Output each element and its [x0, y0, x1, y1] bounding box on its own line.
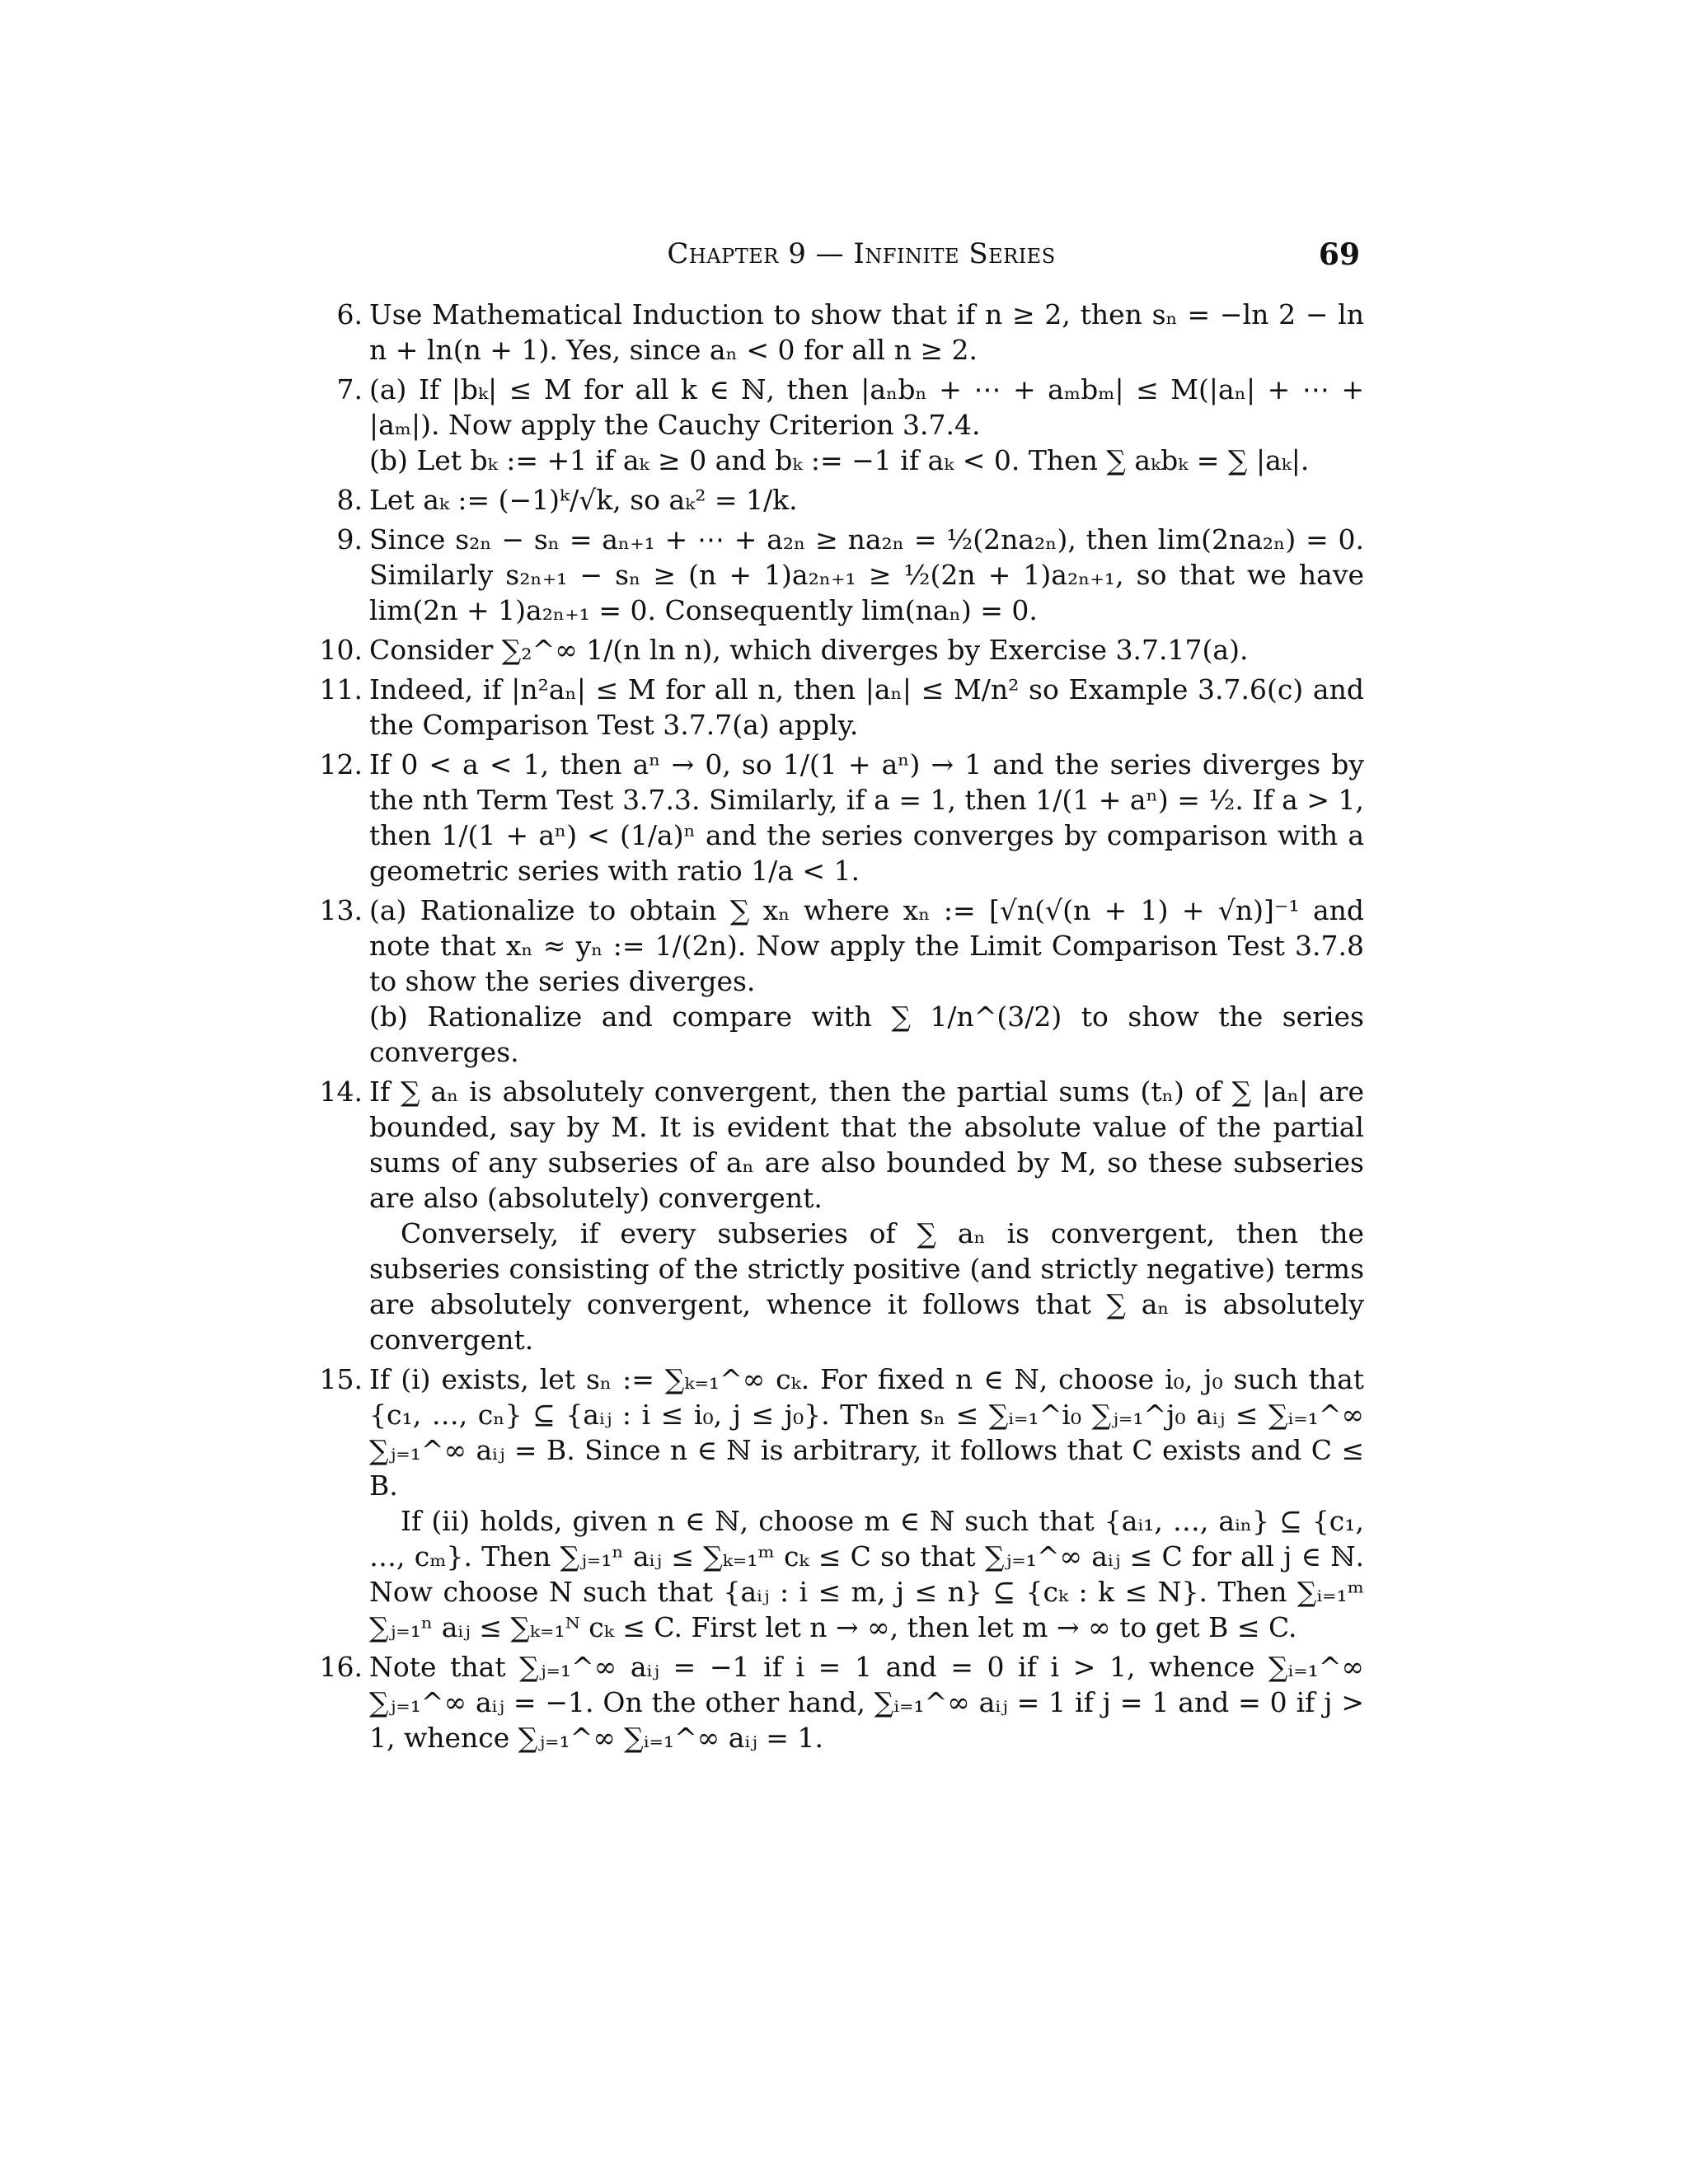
exercise-item-14: [313, 1074, 1364, 1357]
item-paragraph: Consider ∑₂^∞ 1/(n ln n), which diverges by Exercise 3.7.17(a).: [369, 634, 1249, 666]
exercise-item-6: [313, 297, 1364, 368]
running-head: [363, 237, 1360, 274]
exercise-hints-list: [313, 297, 1364, 1760]
item-number: 8.: [336, 484, 363, 516]
item-paragraph: (a) If |bₖ| ≤ M for all k ∈ ℕ, then |aₙbₙ + ⋯ + aₘbₘ| ≤ M(|aₙ| + ⋯ + |aₘ|). Now apply the Cauchy Criterion 3.7.4.: [369, 373, 1364, 441]
exercise-item-7: [313, 372, 1364, 478]
item-number: 6.: [336, 298, 363, 330]
exercise-item-9: [313, 522, 1364, 628]
item-number: 9.: [336, 523, 363, 555]
item-number: 10.: [319, 634, 363, 666]
item-number: 15.: [319, 1363, 363, 1395]
exercise-item-13: [313, 893, 1364, 1070]
item-paragraph: (a) Rationalize to obtain ∑ xₙ where xₙ := [√n(√(n + 1) + √n)]⁻¹ and note that xₙ ≈ yₙ := 1/(2n). Now apply the Limit Comparison Test 3.7.8 to show the series diverges.: [369, 894, 1364, 997]
exercise-item-12: [313, 747, 1364, 888]
item-number: 7.: [336, 373, 363, 405]
item-number: 16.: [319, 1651, 363, 1683]
item-paragraph: (b) Rationalize and compare with ∑ 1/n^(3/2) to show the series converges.: [369, 1001, 1364, 1068]
exercise-item-8: [313, 482, 1364, 518]
item-number: 13.: [319, 894, 363, 926]
exercise-item-15: [313, 1361, 1364, 1645]
exercise-item-10: [313, 632, 1364, 668]
item-paragraph: If 0 < a < 1, then aⁿ → 0, so 1/(1 + aⁿ) → 1 and the series diverges by the nth Term Test 3.7.3. Similarly, if a = 1, then 1/(1 + aⁿ) = ½. If a > 1, then 1/(1 + aⁿ) < (1/a)ⁿ and the series converges by comparison with a geometric series with ratio 1/a < 1.: [369, 748, 1364, 887]
item-paragraph: If ∑ aₙ is absolutely convergent, then the partial sums (tₙ) of ∑ |aₙ| are bounded, say by M. It is evident that the absolute value of the partial sums of any subseries of aₙ are also bounded by M, so these subseries are also (absolutely) convergent.: [369, 1076, 1364, 1214]
item-paragraph: Note that ∑ⱼ₌₁^∞ aᵢⱼ = −1 if i = 1 and = 0 if i > 1, whence ∑ᵢ₌₁^∞ ∑ⱼ₌₁^∞ aᵢⱼ = −1. On the other hand, ∑ᵢ₌₁^∞ aᵢⱼ = 1 if j = 1 and = 0 if j > 1, whence ∑ⱼ₌₁^∞ ∑ᵢ₌₁^∞ aᵢⱼ = 1.: [369, 1651, 1364, 1754]
item-paragraph: Let aₖ := (−1)ᵏ/√k, so aₖ² = 1/k.: [369, 484, 798, 516]
page-number: 69: [1318, 237, 1360, 272]
exercise-item-11: [313, 672, 1364, 743]
item-paragraph: Since s₂ₙ − sₙ = aₙ₊₁ + ⋯ + a₂ₙ ≥ na₂ₙ = ½(2na₂ₙ), then lim(2na₂ₙ) = 0. Similarly s₂ₙ₊₁ − sₙ ≥ (n + 1)a₂ₙ₊₁ ≥ ½(2n + 1)a₂ₙ₊₁, so that we have lim(2n + 1)a₂ₙ₊₁ = 0. Consequently lim(naₙ) = 0.: [369, 523, 1364, 626]
item-paragraph: Conversely, if every subseries of ∑ aₙ is convergent, then the subseries consisting of the strictly positive (and strictly negative) terms are absolutely convergent, whence it follows that ∑ aₙ is absolutely convergent.: [369, 1217, 1364, 1356]
item-number: 14.: [319, 1076, 363, 1108]
item-paragraph: If (i) exists, let sₙ := ∑ₖ₌₁^∞ cₖ. For fixed n ∈ ℕ, choose i₀, j₀ such that {c₁, …, cₙ} ⊆ {aᵢⱼ : i ≤ i₀, j ≤ j₀}. Then sₙ ≤ ∑ᵢ₌₁^i₀ ∑ⱼ₌₁^j₀ aᵢⱼ ≤ ∑ᵢ₌₁^∞ ∑ⱼ₌₁^∞ aᵢⱼ = B. Since n ∈ ℕ is arbitrary, it follows that C exists and C ≤ B.: [369, 1363, 1364, 1502]
item-paragraph: If (ii) holds, given n ∈ ℕ, choose m ∈ ℕ such that {aᵢ₁, …, aᵢₙ} ⊆ {c₁, …, cₘ}. Then ∑ⱼ₌₁ⁿ aᵢⱼ ≤ ∑ₖ₌₁ᵐ cₖ ≤ C so that ∑ⱼ₌₁^∞ aᵢⱼ ≤ C for all j ∈ ℕ. Now choose N such that {aᵢⱼ : i ≤ m, j ≤ n} ⊆ {cₖ : k ≤ N}. Then ∑ᵢ₌₁ᵐ ∑ⱼ₌₁ⁿ aᵢⱼ ≤ ∑ₖ₌₁ᴺ cₖ ≤ C. First let n → ∞, then let m → ∞ to get B ≤ C.: [369, 1505, 1364, 1643]
item-number: 11.: [319, 673, 363, 705]
item-paragraph: Indeed, if |n²aₙ| ≤ M for all n, then |aₙ| ≤ M/n² so Example 3.7.6(c) and the Comparison Test 3.7.7(a) apply.: [369, 673, 1364, 741]
exercise-item-16: [313, 1649, 1364, 1755]
running-title: Chapter 9 — Infinite Series: [667, 237, 1056, 270]
item-paragraph: (b) Let bₖ := +1 if aₖ ≥ 0 and bₖ := −1 if aₖ < 0. Then ∑ aₖbₖ = ∑ |aₖ|.: [369, 444, 1310, 476]
item-paragraph: Use Mathematical Induction to show that if n ≥ 2, then sₙ = −ln 2 − ln n + ln(n + 1). Yes, since aₙ < 0 for all n ≥ 2.: [369, 298, 1364, 366]
item-number: 12.: [319, 748, 363, 780]
